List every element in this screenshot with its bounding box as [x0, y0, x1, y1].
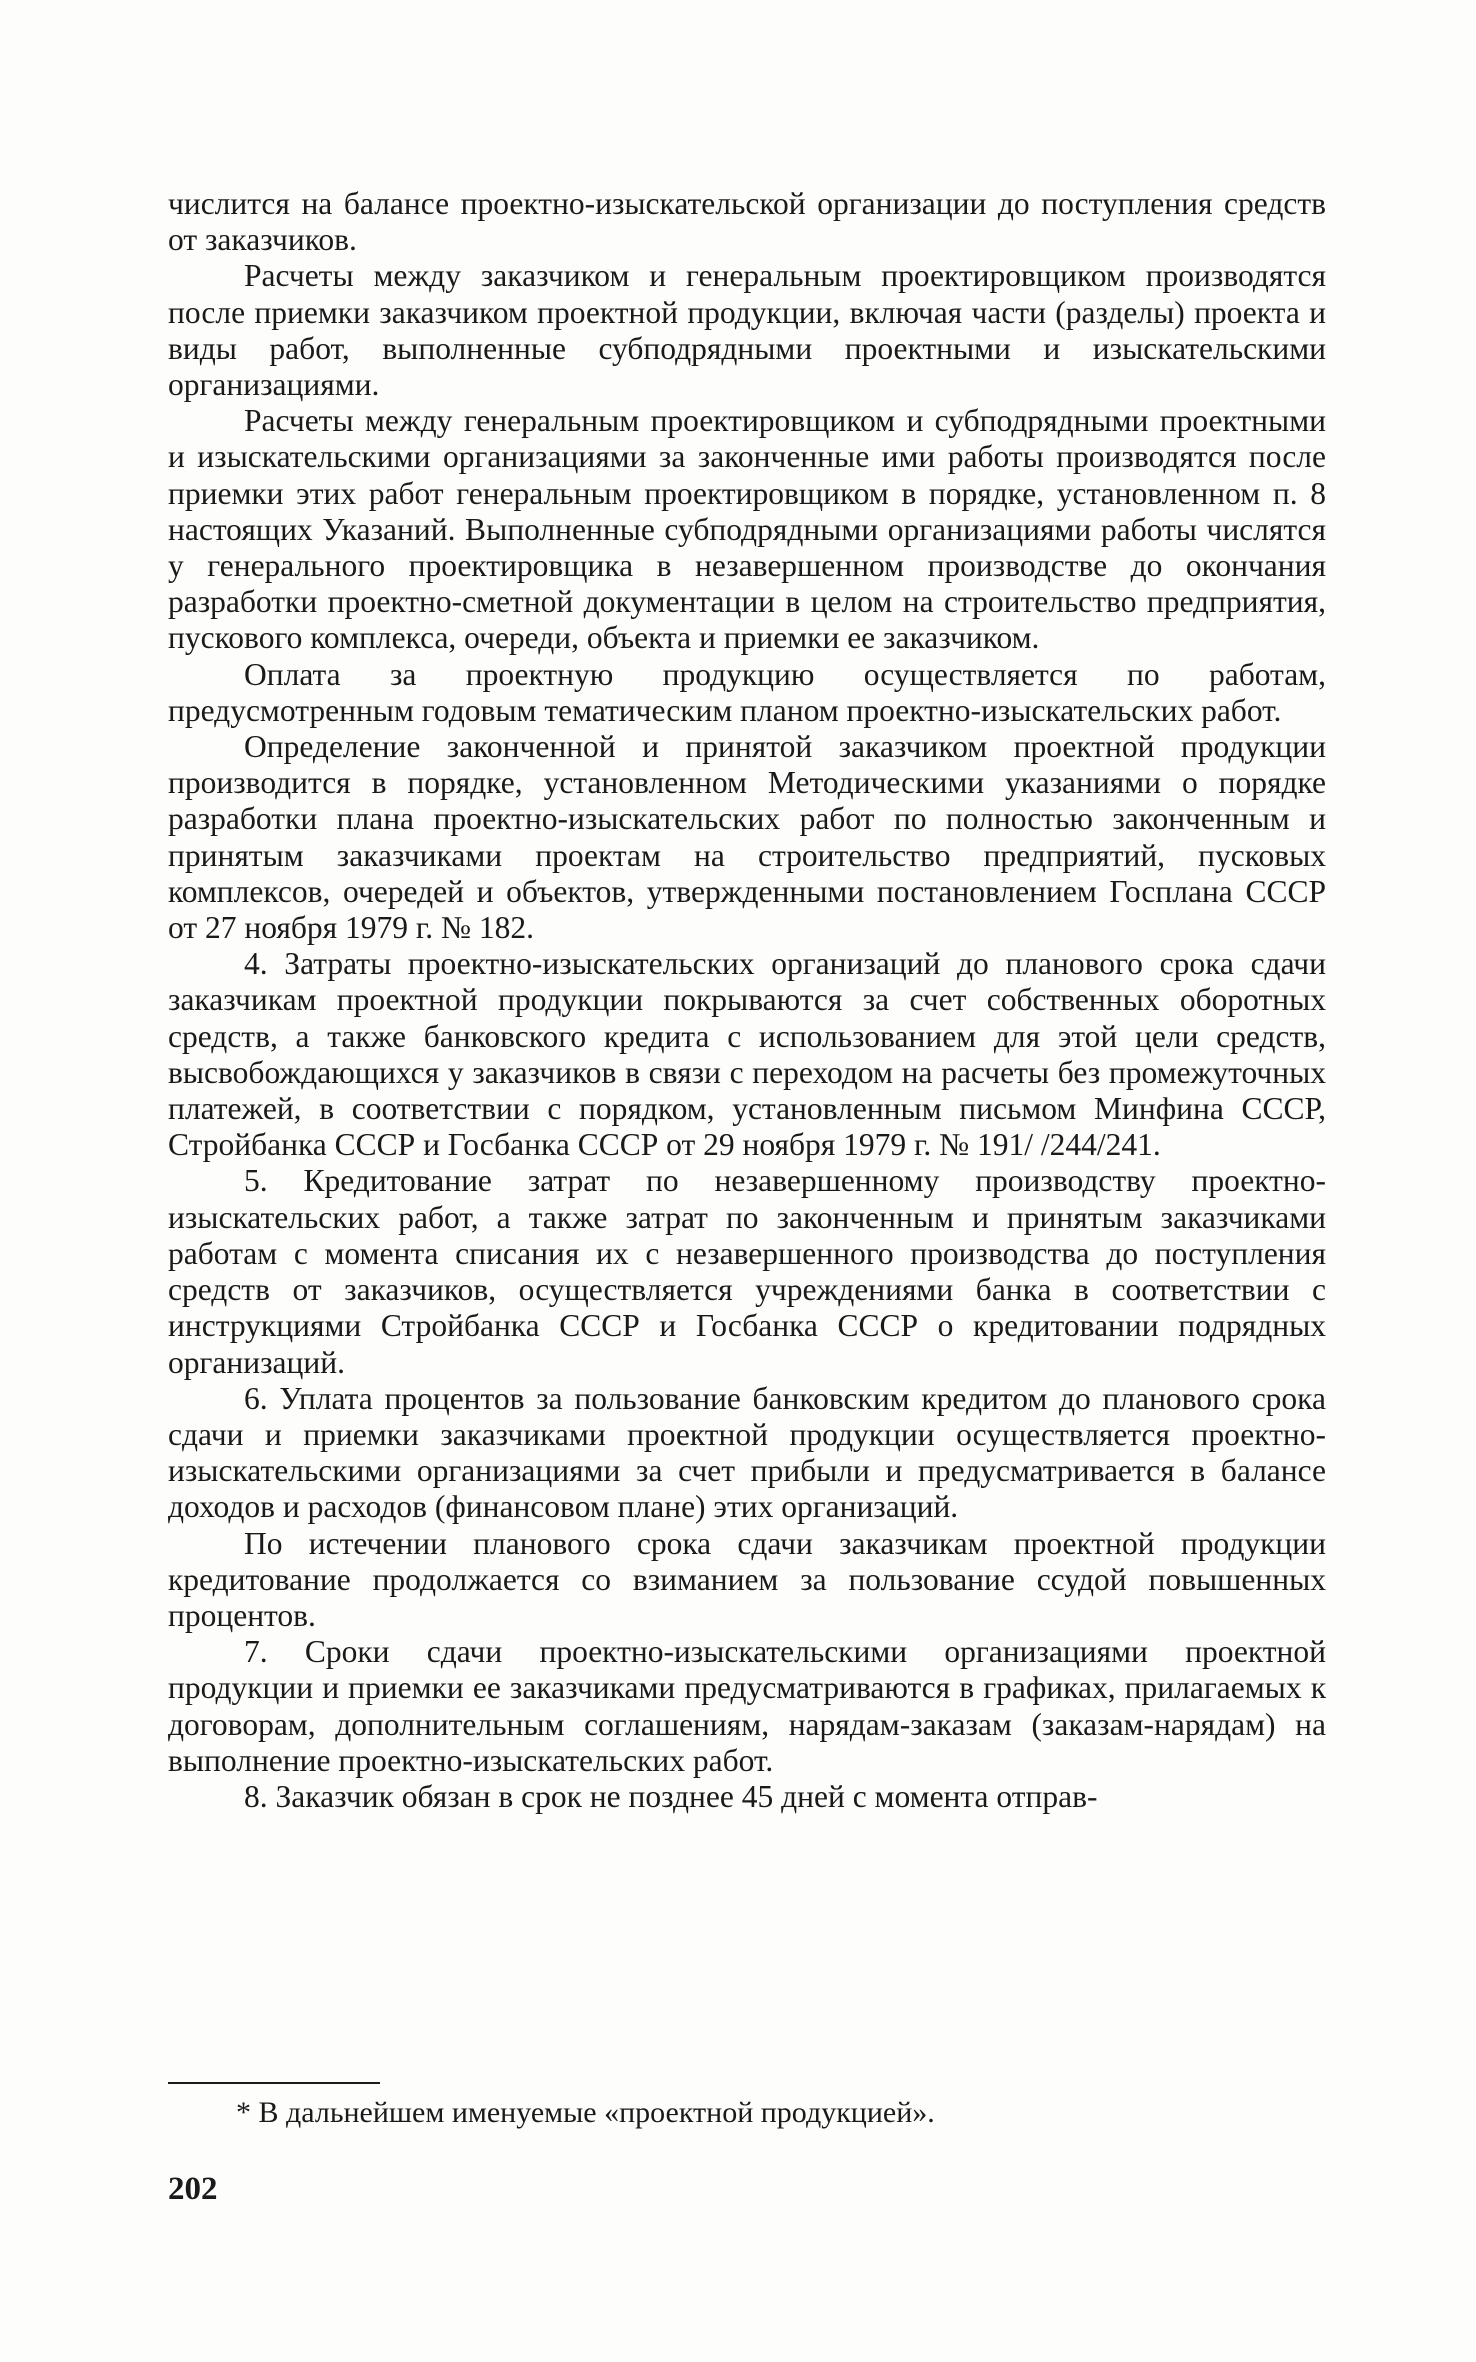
paragraph: Расчеты между заказчиком и генеральным проектировщиком производятся после приемки заказчиком проектной продукции, включая части (разделы) проекта и виды работ, выполненные субподрядными проектными и изыскательскими организациями.	[168, 258, 1326, 403]
paragraph: Расчеты между генеральным проектировщиком и субподрядными проектными и изыскательскими организациями за законченные ими работы производятся после приемки этих работ генеральным проектировщиком в порядке, установленном п. 8 настоящих Указаний. Выполненные субподрядными организациями работы числятся у генерального проектировщика в незавершенном производстве до окончания разработки проектно-сметной документации в целом на строительство предприятия, пускового комплекса, очереди, объекта и приемки ее заказчиком.	[168, 403, 1326, 656]
paragraph: числится на балансе проектно-изыскательской организации до поступления средств от заказчиков.	[168, 186, 1326, 258]
paragraph: По истечении планового срока сдачи заказчикам проектной продукции кредитование продолжается со взиманием за пользование ссудой повышенных процентов.	[168, 1525, 1326, 1633]
paragraph: 7. Сроки сдачи проектно-изыскательскими организациями проектной продукции и приемки ее заказчиками предусматриваются в графиках, прилагаемых к договорам, дополнительным соглашениям, нарядам-заказам (заказам-нарядам) на выполнение проектно-изыскательских работ.	[168, 1634, 1326, 1778]
footnote-divider	[168, 2082, 380, 2084]
paragraph: 4. Затраты проектно-изыскательских организаций до планового срока сдачи заказчикам проектной продукции покрываются за счет собственных оборотных средств, а также банковского кредита с использованием для этой цели средств, высвобождающихся у заказчиков в связи с переходом на расчеты без промежуточных платежей, в соответствии с порядком, установленным письмом Минфина СССР, Стройбанка СССР и Госбанка СССР от 29 ноября 1979 г. № 191/ /244/241.	[168, 946, 1326, 1163]
paragraph: 5. Кредитование затрат по незавершенному производству проектно-изыскательских работ, а также затрат по законченным и принятым заказчиками работам с момента списания их с незавершенного производства до поступления средств от заказчиков, осуществляется учреждениями банка в соответствии с инструкциями Стройбанка СССР и Госбанка СССР о кредитовании подрядных организаций.	[168, 1163, 1326, 1380]
paragraph: Определение законченной и принятой заказчиком проектной продукции производится в порядке, установленном Методическими указаниями о порядке разработки плана проектно-изыскательских работ по полностью законченным и принятым заказчиками проектам на строительство предприятий, пусковых комплексов, очередей и объектов, утвержденными постановлением Госплана СССР от 27 ноября 1979 г. № 182.	[168, 729, 1326, 946]
body-text	[168, 186, 1326, 1815]
paragraph: Оплата за проектную продукцию осуществляется по работам, предусмотренным годовым тематическим планом проектно-изыскательских работ.	[168, 656, 1326, 728]
paragraph: 6. Уплата процентов за пользование банковским кредитом до планового срока сдачи и приемки заказчиками проектной продукции осуществляется проектно-изыскательскими организациями за счет прибыли и предусматривается в балансе доходов и расходов (финансовом плане) этих организаций.	[168, 1380, 1326, 1525]
page-number: 202	[168, 2171, 218, 2207]
paragraph: 8. Заказчик обязан в срок не позднее 45 дней с момента отправ-	[244, 1778, 1098, 1814]
footnote: * В дальнейшем именуемые «проектной продукцией».	[236, 2096, 935, 2129]
